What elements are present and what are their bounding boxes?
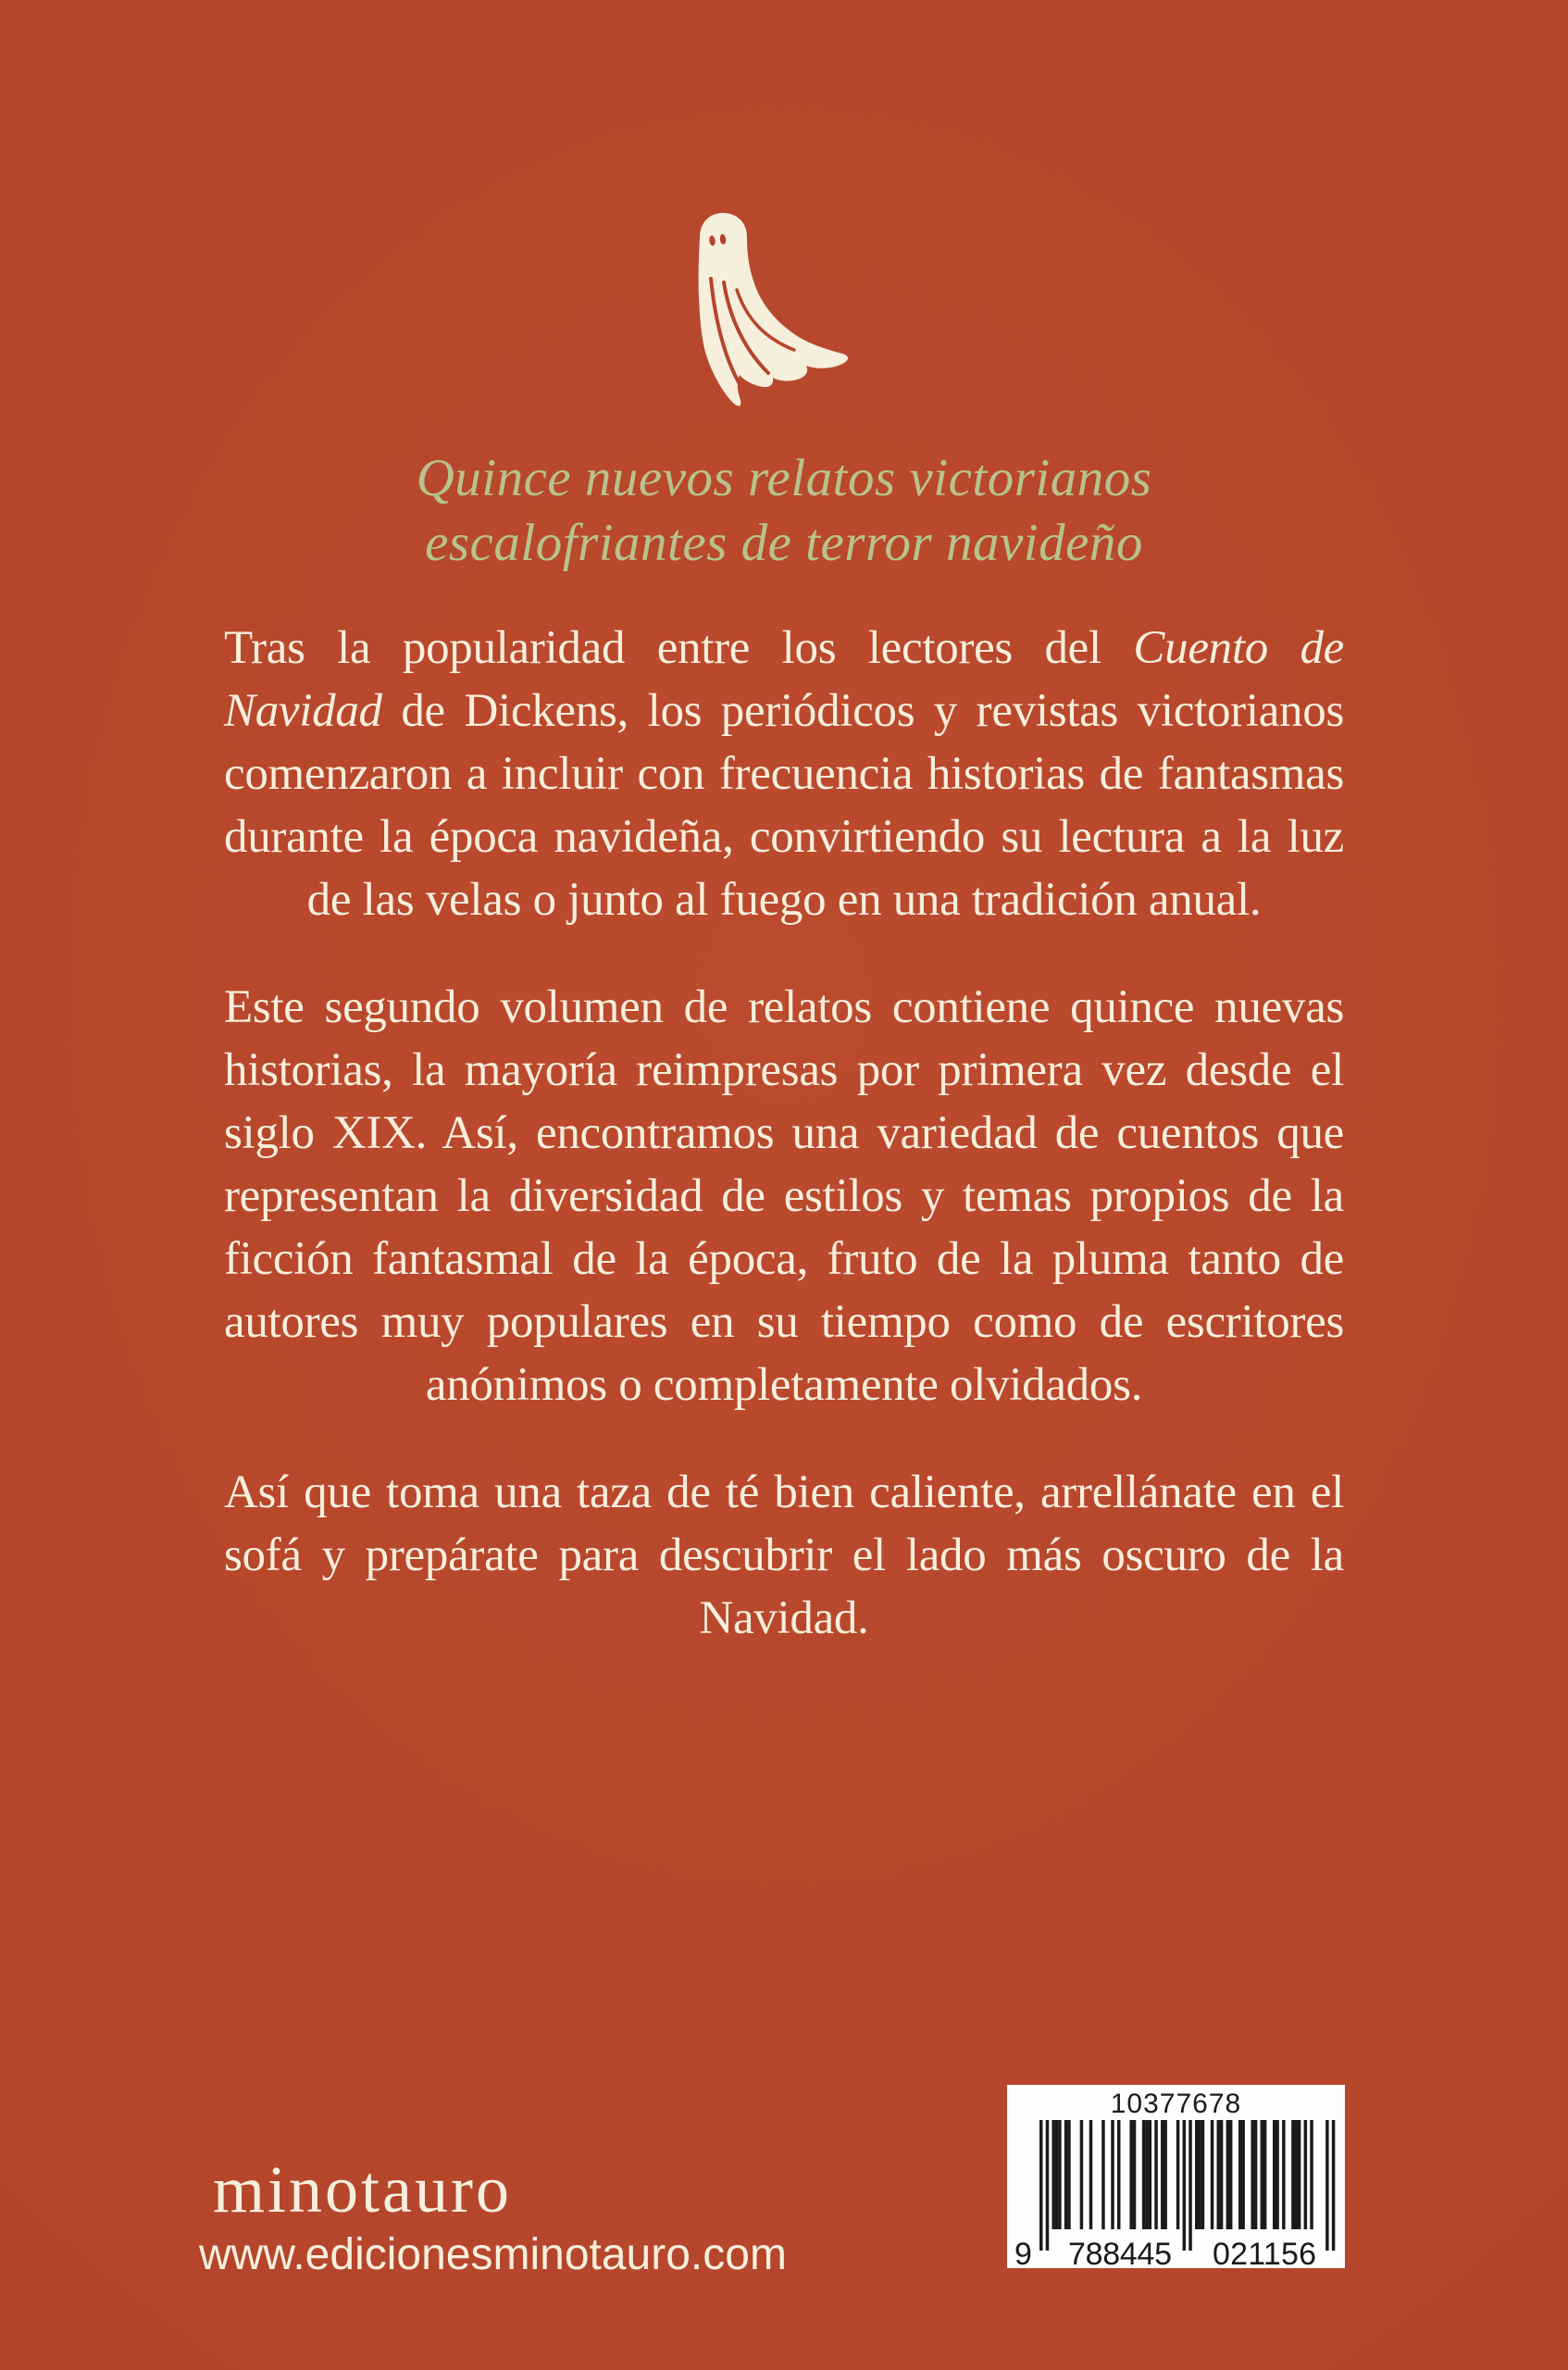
barcode-top-number: 10377678 — [1110, 2089, 1242, 2119]
book-title-reference: Cuento de Navidad — [224, 622, 1345, 737]
synopsis-paragraph-2: Este segundo volumen de relatos contiene quince nuevas historias, la mayoría reimpresas por primera vez desde el siglo XIX. Así, encontramos una variedad de cuentos que representan la diversidad de estilos y temas propios de la ficción fantasmal de la época, fruto de la pluma tanto de autores muy populares en su tiempo como de escritores anónimos o completamente olvidados. — [224, 981, 1344, 1411]
tagline-line-2: escalofriantes de terror navideño — [425, 514, 1143, 572]
barcode-ean-right: 021156 — [1213, 2237, 1316, 2268]
synopsis-p1-after: de Dickens, los periódicos y revistas victorianos comenzaron a incluir con frecuencia historias de fantasmas durante la época navideña, convirtiendo su lectura a la luz de las velas o junto al fuego en una tradición anual. — [224, 685, 1344, 926]
synopsis-paragraph-3: Así que toma una taza de té bien caliente, arrellánate en el sofá y prepárate para descubrir el lado más oscuro de la Navidad. — [224, 1466, 1344, 1644]
barcode — [1007, 2085, 1345, 2268]
barcode-bars — [1007, 2120, 1345, 2268]
publisher-website: www.edicionesminotauro.com — [199, 2230, 787, 2279]
publisher-logo: minotauro — [213, 2152, 512, 2227]
barcode-ean-prefix: 9 — [1014, 2237, 1032, 2268]
tagline — [0, 446, 1568, 576]
publisher-block — [199, 2152, 787, 2279]
ghost-icon — [676, 199, 861, 426]
barcode-ean-left: 788445 — [1068, 2237, 1172, 2268]
synopsis-paragraph-1 — [224, 617, 1344, 931]
synopsis — [224, 617, 1344, 1694]
synopsis-p1-before: Tras la popularidad entre los lectores del — [224, 622, 1134, 674]
tagline-line-1: Quince nuevos relatos victorianos — [416, 449, 1152, 507]
